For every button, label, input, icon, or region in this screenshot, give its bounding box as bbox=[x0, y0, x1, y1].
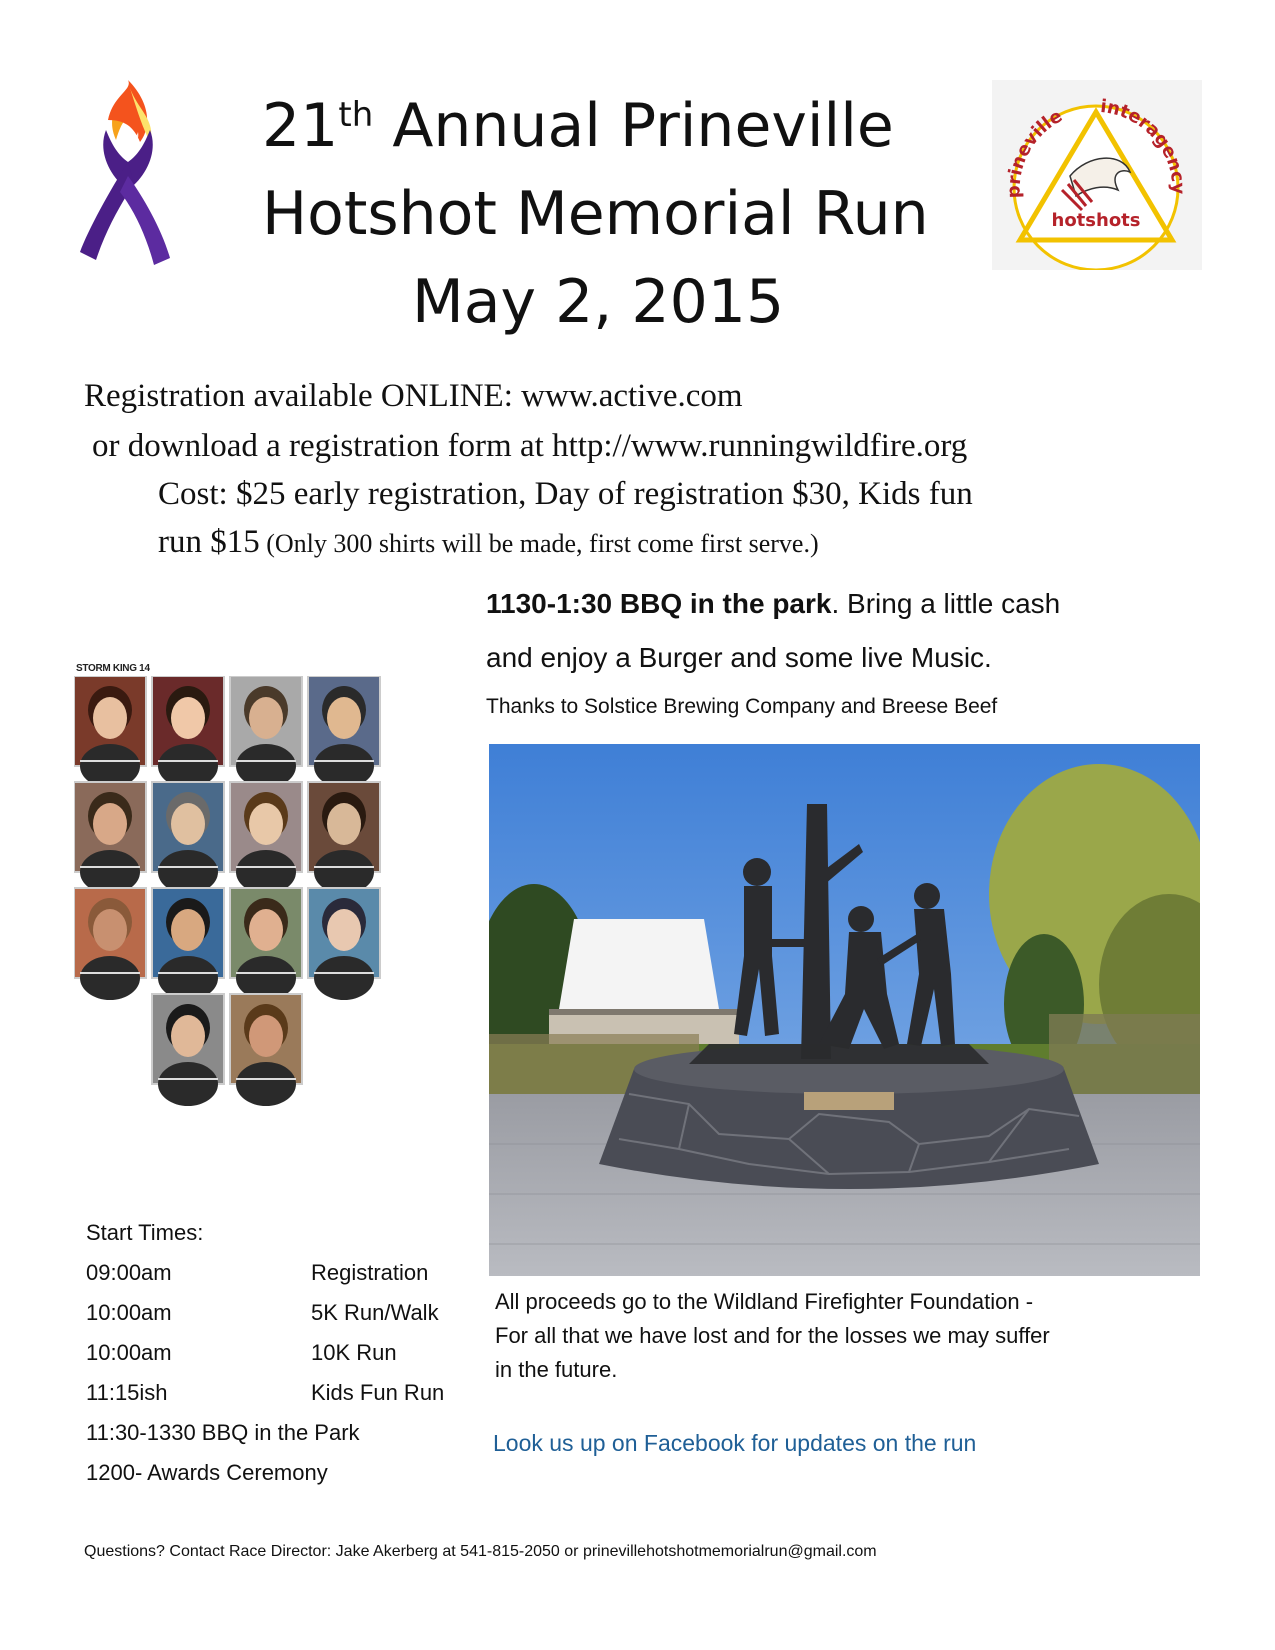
event-date: May 2, 2015 bbox=[412, 267, 785, 337]
bbq-heading: 1130-1:30 BBQ in the park. Bring a little cash bbox=[486, 588, 1061, 619]
firefighter-memorial-photo bbox=[489, 744, 1200, 1276]
portrait-photo bbox=[308, 782, 380, 894]
portrait-photo bbox=[152, 994, 224, 1106]
storm-king-title: STORM KING 14 bbox=[76, 663, 150, 674]
portrait-photo bbox=[152, 888, 224, 1000]
proceeds-line2: For all that we have lost and for the losses we may suffer bbox=[495, 1323, 1050, 1348]
portrait-photo bbox=[74, 676, 146, 788]
schedule-time: 10:00am bbox=[86, 1300, 172, 1325]
schedule-time: 10:00am bbox=[86, 1340, 172, 1365]
proceeds-line3: in the future. bbox=[495, 1357, 618, 1382]
memorial-ribbon-flame-icon bbox=[78, 80, 178, 270]
portrait-photo bbox=[74, 888, 146, 1000]
bbq-description: and enjoy a Burger and some live Music. bbox=[486, 642, 992, 673]
registration-download: or download a registration form at http://www.runningwildfire.org bbox=[92, 428, 968, 464]
registration-online: Registration available ONLINE: www.active.com bbox=[84, 378, 743, 414]
portrait-photo bbox=[74, 782, 146, 894]
schedule-time: 11:15ish bbox=[86, 1380, 168, 1405]
sponsor-thanks: Thanks to Solstice Brewing Company and Breese Beef bbox=[486, 695, 998, 718]
portrait-photo bbox=[230, 676, 302, 788]
registration-kids-cost: run $15 (Only 300 shirts will be made, first come first serve.) bbox=[158, 524, 819, 560]
event-title-line2: Hotshot Memorial Run bbox=[262, 179, 929, 249]
start-times-title: Start Times: bbox=[86, 1220, 204, 1245]
event-title-line1: 21th Annual Prineville bbox=[262, 91, 894, 161]
registration-cost: Cost: $25 early registration, Day of registration $30, Kids fun bbox=[158, 476, 973, 512]
logo-text-hotshots: hotshots bbox=[1051, 210, 1141, 231]
portrait-photo bbox=[308, 676, 380, 788]
schedule-time: 09:00am bbox=[86, 1260, 172, 1285]
schedule-event: Registration bbox=[311, 1260, 429, 1285]
schedule-event: 5K Run/Walk bbox=[311, 1300, 439, 1325]
schedule-event: 10K Run bbox=[311, 1340, 397, 1365]
portrait-photo bbox=[152, 782, 224, 894]
proceeds-line1: All proceeds go to the Wildland Firefighter Foundation - bbox=[495, 1289, 1034, 1314]
schedule-awards: 1200- Awards Ceremony bbox=[86, 1460, 328, 1485]
contact-info: Questions? Contact Race Director: Jake Akerberg at 541-815-2050 or prinevillehotshotmemorialrun@gmail.com bbox=[84, 1543, 877, 1560]
portrait-photo bbox=[308, 888, 380, 1000]
portrait-photo bbox=[230, 888, 302, 1000]
facebook-link[interactable]: Look us up on Facebook for updates on the run bbox=[493, 1430, 977, 1456]
portrait-photo bbox=[230, 782, 302, 894]
logo-text-interagency: interagency bbox=[1099, 96, 1189, 195]
schedule-bbq: 11:30-1330 BBQ in the Park bbox=[86, 1420, 360, 1445]
portrait-photo bbox=[230, 994, 302, 1106]
logo-text-prineville: prineville bbox=[1003, 105, 1067, 199]
portrait-photo bbox=[152, 676, 224, 788]
storm-king-portraits bbox=[74, 676, 404, 1116]
schedule-event: Kids Fun Run bbox=[311, 1380, 445, 1405]
prineville-hotshots-logo bbox=[992, 80, 1202, 270]
